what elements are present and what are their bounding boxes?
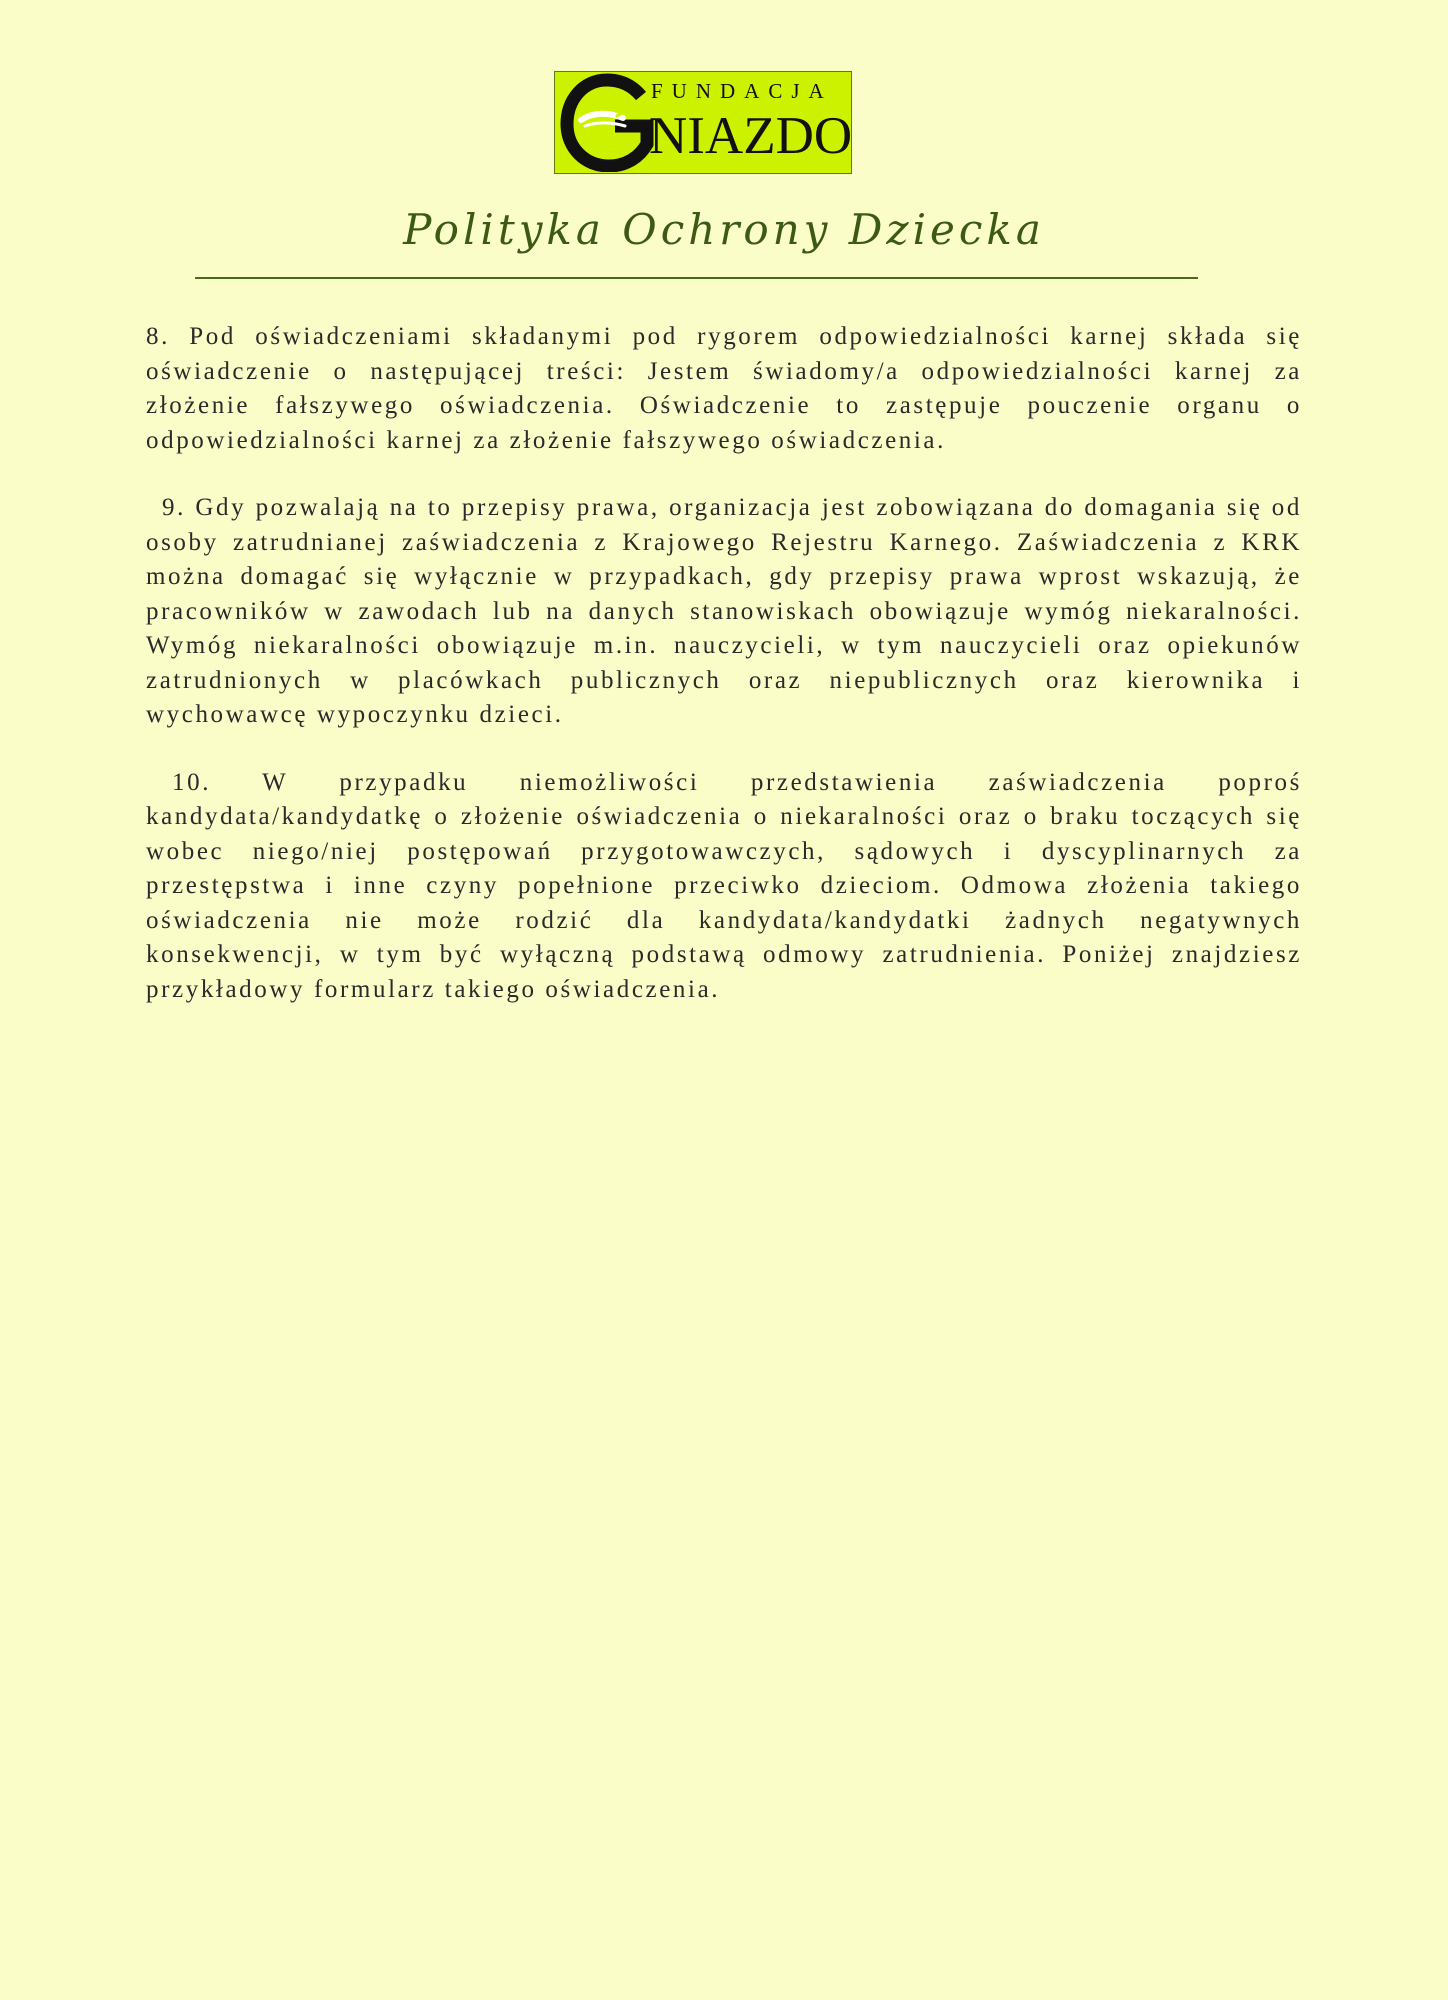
paragraph-text: Gdy pozwalają na to przepisy prawa, organizacja jest zobowiązana do domagania się od osoby zatrudnianej zaświadczenia z Krajowego Rejestru Karnego. Zaświadczenia z KRK można domagać się wyłącznie w przypadkach, gdy przepisy prawa wprost wskazują, że pracowników w zawodach lub na danych stanowiskach obowiązuje wymóg niekaralności. Wymóg niekaralności obowiązuje m.in. nauczycieli, w tym nauczycieli oraz opiekunów zatrudnionych w placówkach publicznych oraz niepublicznych oraz kierownika i wychowawcę wypoczynku dzieci.: [146, 494, 1302, 728]
page-title: Polityka Ochrony Dziecka: [403, 205, 1045, 254]
paragraph-10: [146, 766, 1302, 1008]
paragraph-text: W przypadku niemożliwości przedstawienia zaświadczenia poproś kandydata/kandydatkę o złożenie oświadczenia o niekaralności oraz o braku toczących się wobec niego/niej postępowań przygotowawczych, sądowych i dyscyplinarnych za przestępstwa i inne czyny popełnione przeciwko dzieciom. Odmowa złożenia takiego oświadczenia nie może rodzić dla kandydata/kandydatki żadnych negatywnych konsekwencji, w tym być wyłączną podstawą odmowy zatrudnienia. Poniżej znajdziesz przykładowy formularz takiego oświadczenia.: [146, 768, 1302, 1003]
paragraph-number: 9.: [162, 494, 186, 521]
logo-g-nest-icon: [559, 72, 659, 172]
title-divider: [195, 277, 1198, 279]
paragraph-text: Pod oświadczeniami składanymi pod rygorem odpowiedzialności karnej składa się oświadczenie o następującej treści: Jestem świadomy/a odpowiedzialności karnej za złożenie fałszywego oświadczenia. Oświadczenie to zastępuje pouczenie organu o odpowiedzialności karnej za złożenie fałszywego oświadczenia.: [146, 323, 1303, 454]
logo-main-text: NIAZDO: [649, 107, 853, 165]
document-body: [146, 320, 1302, 1040]
paragraph-number: 8.: [146, 323, 170, 350]
paragraph-9: [146, 491, 1302, 733]
paragraph-number: 10.: [172, 768, 212, 796]
logo-small-text: FUNDACJA: [651, 79, 833, 103]
foundation-logo: [554, 71, 852, 174]
paragraph-8: [146, 320, 1302, 458]
